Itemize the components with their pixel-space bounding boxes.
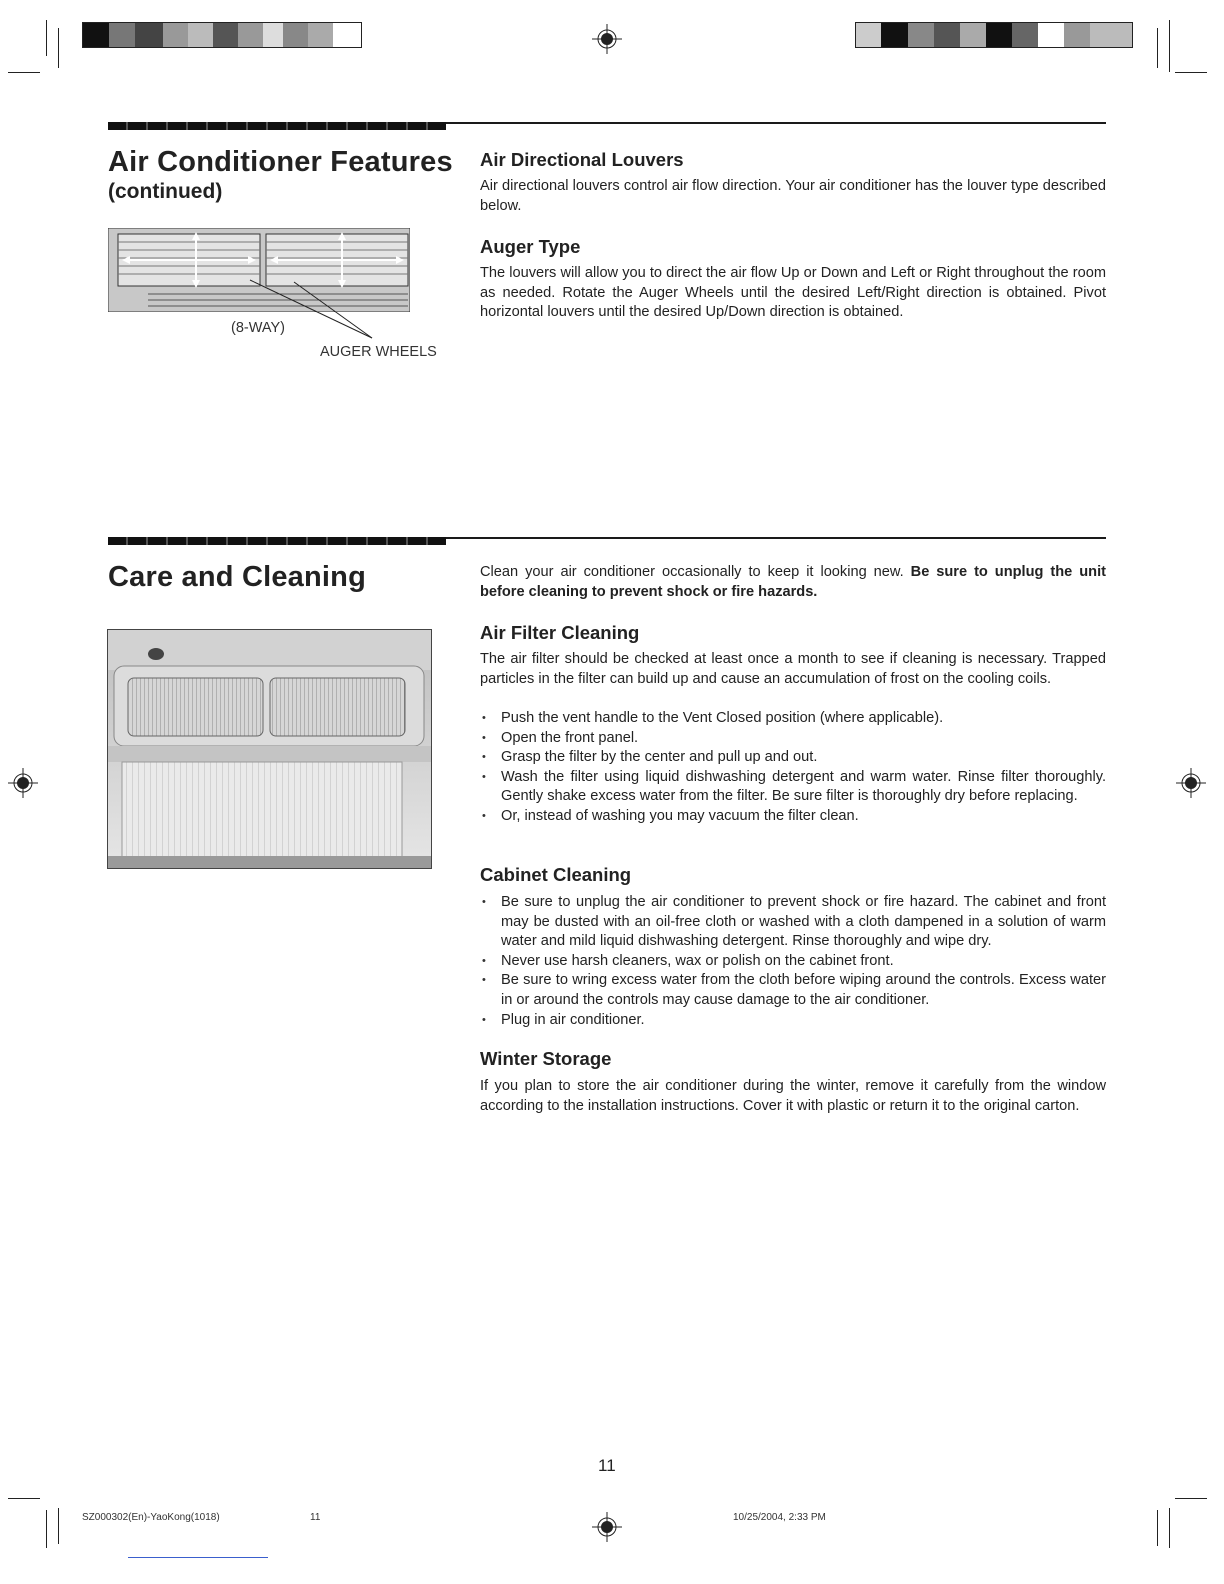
list-item: • Plug in air conditioner.	[480, 1011, 1106, 1031]
slug-page-number: 11	[310, 1512, 321, 1523]
filter-heading: Air Filter Cleaning	[480, 622, 640, 643]
cabinet-steps-list	[480, 893, 1106, 1030]
list-item: • Never use harsh cleaners, wax or polish on the cabinet front.	[480, 952, 1106, 972]
list-item: • Wash the filter using liquid dishwashing detergent and warm water. Rinse filter thoroughly. Gently shake excess water from the filter. Be sure filter is thoroughly dry before replacing.	[480, 768, 1106, 807]
care-intro-warning: Be sure to unplug the unit before cleaning to prevent shock or fire hazards.	[480, 564, 1106, 600]
section-rule-thin-1	[446, 122, 1106, 124]
list-item: • Grasp the filter by the center and pull up and out.	[480, 748, 1106, 768]
list-item: • Be sure to unplug the air conditioner to prevent shock or fire hazard. The cabinet and front may be dusted with an oil-free cloth or washed with a cloth dampened in a solution of warm water and mild liquid dishwashing detergent. Rinse thoroughly and wipe dry.	[480, 893, 1106, 952]
crop-mark-bottom-left	[8, 1496, 68, 1548]
slug-timestamp: 10/25/2004, 2:33 PM	[733, 1512, 826, 1523]
crop-mark-top-right	[1155, 20, 1207, 76]
registration-mark-left	[8, 768, 38, 798]
care-intro-plain: Clean your air conditioner occasionally to keep it looking new.	[480, 564, 911, 580]
section-rule-thick-1	[108, 122, 446, 130]
louvers-heading: Air Directional Louvers	[480, 149, 684, 170]
color-bar-left	[82, 22, 362, 48]
auger-heading: Auger Type	[480, 236, 581, 257]
section-rule-thin-2	[446, 537, 1106, 539]
page-number: 11	[598, 1456, 616, 1475]
list-item: • Open the front panel.	[480, 729, 1106, 749]
cabinet-heading: Cabinet Cleaning	[480, 864, 632, 885]
crop-mark-top-left	[8, 20, 56, 76]
winter-text: If you plan to store the air conditioner during the winter, remove it carefully from the window according to the installation instructions. Cover it with plastic or return it to the original carton.	[480, 1078, 1106, 1114]
air-conditioner-photo	[107, 629, 432, 869]
list-item: • Push the vent handle to the Vent Closed position (where applicable).	[480, 709, 1106, 729]
caption-8-way: (8-WAY)	[231, 320, 285, 336]
filter-text: The air filter should be checked at least once a month to see if cleaning is necessary. Trapped particles in the filter can build up and cause an accumulation of frost on the cooling coils.	[480, 651, 1106, 687]
care-title: Care and Cleaning	[108, 561, 367, 593]
list-item: • Or, instead of washing you may vacuum the filter clean.	[480, 807, 1106, 827]
registration-mark-top	[592, 24, 622, 54]
color-bar-right	[855, 22, 1133, 48]
blue-underline-artifact	[128, 1557, 268, 1558]
care-intro	[480, 563, 1106, 602]
registration-mark-bottom	[592, 1512, 622, 1542]
slug-file-id: SZ000302(En)-YaoKong(1018)	[82, 1512, 220, 1523]
louvers-text: Air directional louvers control air flow direction. Your air conditioner has the louver type described below.	[480, 178, 1106, 214]
features-subtitle: (continued)	[108, 180, 223, 203]
auger-text: The louvers will allow you to direct the air flow Up or Down and Left or Right throughout the room as needed. Rotate the Auger Wheels until the desired Left/Right direction is obtained. Pivot horizontal louvers until the desired Up/Down direction is obtained.	[480, 265, 1106, 321]
winter-heading: Winter Storage	[480, 1048, 612, 1069]
list-item: • Be sure to wring excess water from the cloth before wiping around the controls. Excess water in or around the controls may cause damage to the air conditioner.	[480, 971, 1106, 1010]
registration-mark-right	[1176, 768, 1206, 798]
section-rule-thick-2	[108, 537, 446, 545]
filter-steps-list	[480, 709, 1106, 827]
caption-auger-wheels: AUGER WHEELS	[320, 344, 437, 360]
features-title: Air Conditioner Features	[108, 146, 453, 178]
crop-mark-bottom-right	[1155, 1496, 1207, 1548]
